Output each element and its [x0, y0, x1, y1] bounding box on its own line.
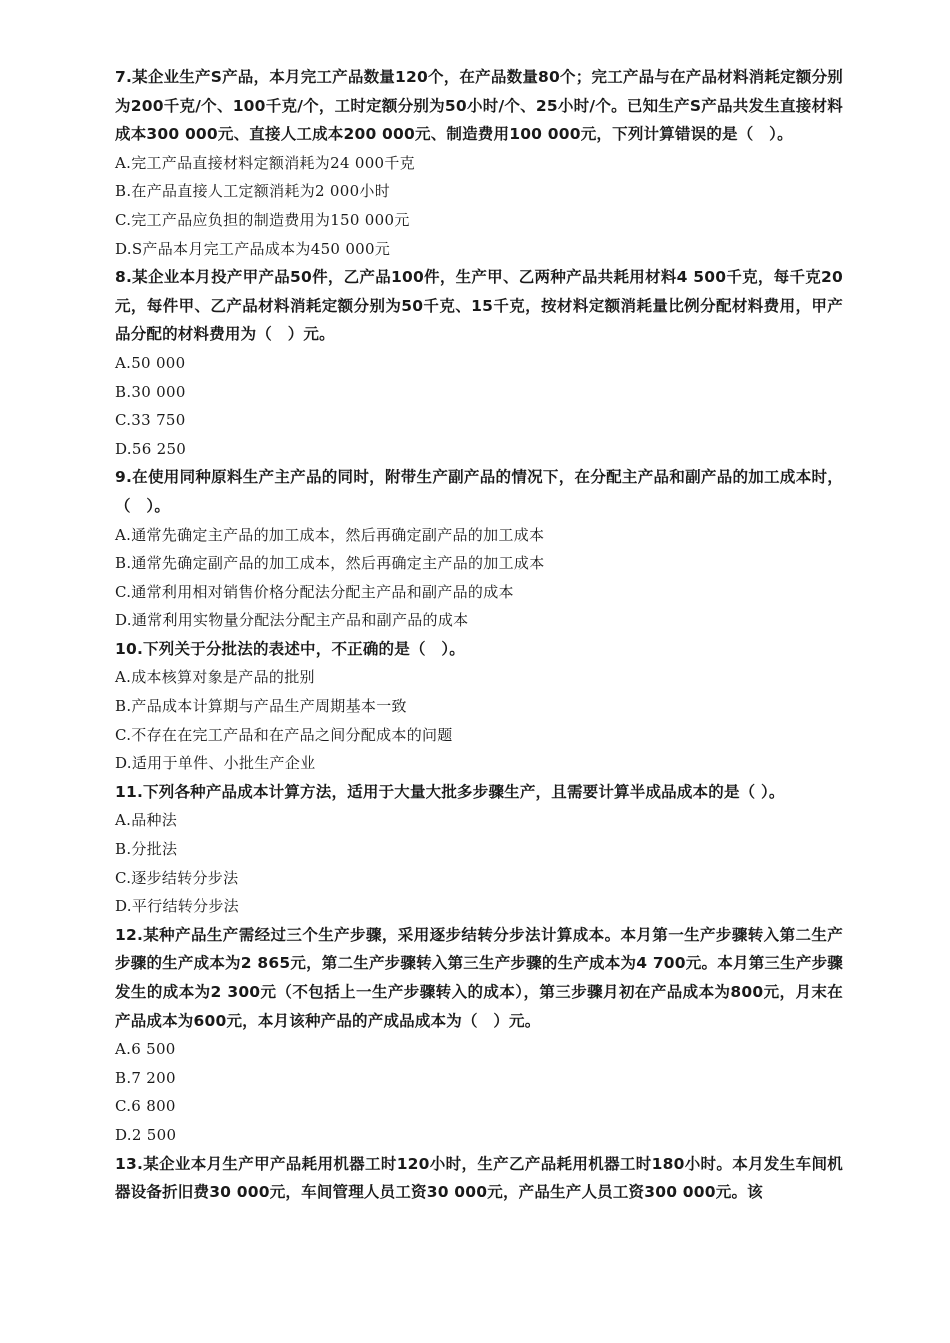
option-a: A.成本核算对象是产品的批别 [115, 668, 315, 687]
question-stem: 13.某企业本月生产甲产品耗用机器工时120小时，生产乙产品耗用机器工时180小时。本月发生车间机器设备折旧费30 000元，车间管理人员工资30 000元，产品生产人员工资300 000元。该 [115, 1154, 843, 1202]
option-d: D.平行结转分步法 [115, 897, 239, 916]
question-11 [115, 778, 843, 921]
option-d: D.56 250 [115, 439, 187, 458]
option-a: A.品种法 [115, 811, 178, 830]
question-stem: 7.某企业生产S产品，本月完工产品数量120个，在产品数量80个；完工产品与在产品材料消耗定额分别为200千克/个、100千克/个，工时定额分别为50小时/个、25小时/个。已知生产S产品共发生直接材料成本300 000元、直接人工成本200 000元、制造费用100 000元，下列计算错误的是（ ）。 [115, 68, 843, 144]
question-stem: 8.某企业本月投产甲产品50件，乙产品100件，生产甲、乙两种产品共耗用材料4 500千克，每千克20元，每件甲、乙产品材料消耗定额分别为50千克、15千克，按材料定额消耗量比例分配材料费用，甲产品分配的材料费用为（ ）元。 [115, 268, 843, 344]
option-d: D.2 500 [115, 1125, 177, 1144]
option-a: A.50 000 [115, 353, 186, 372]
question-stem: 10.下列关于分批法的表述中，不正确的是（ ）。 [115, 639, 466, 658]
option-d: D.适用于单件、小批生产企业 [115, 754, 316, 773]
option-c: C.完工产品应负担的制造费用为150 000元 [115, 210, 410, 229]
option-b: B.通常先确定副产品的加工成本，然后再确定主产品的加工成本 [115, 554, 545, 573]
option-c: C.逐步结转分步法 [115, 868, 239, 887]
option-d: D.S产品本月完工产品成本为450 000元 [115, 239, 391, 258]
question-7 [115, 63, 843, 263]
option-c: C.通常利用相对销售价格分配法分配主产品和副产品的成本 [115, 582, 514, 601]
option-b: B.在产品直接人工定额消耗为2 000小时 [115, 182, 391, 201]
option-c: C.33 750 [115, 411, 186, 430]
option-c: C.不存在在完工产品和在产品之间分配成本的问题 [115, 725, 453, 744]
option-a: A.通常先确定主产品的加工成本，然后再确定副产品的加工成本 [115, 525, 545, 544]
option-b: B.产品成本计算期与产品生产周期基本一致 [115, 697, 407, 716]
question-stem: 11.下列各种产品成本计算方法，适用于大量大批多步骤生产，且需要计算半成品成本的是（ ）。 [115, 782, 785, 801]
option-c: C.6 800 [115, 1097, 176, 1116]
option-b: B.分批法 [115, 840, 178, 859]
option-a: A.6 500 [115, 1040, 176, 1059]
question-9 [115, 463, 843, 635]
question-10 [115, 635, 843, 778]
option-b: B.7 200 [115, 1068, 176, 1087]
question-stem: 9.在使用同种原料生产主产品的同时，附带生产副产品的情况下，在分配主产品和副产品的加工成本时，（ ）。 [115, 468, 843, 515]
option-b: B.30 000 [115, 382, 186, 401]
question-list [115, 63, 843, 1207]
question-8 [115, 263, 843, 463]
option-d: D.通常利用实物量分配法分配主产品和副产品的成本 [115, 611, 469, 630]
question-13 [115, 1150, 843, 1207]
question-12 [115, 921, 843, 1150]
option-a: A.完工产品直接材料定额消耗为24 000千克 [115, 153, 415, 172]
question-stem: 12.某种产品生产需经过三个生产步骤，采用逐步结转分步法计算成本。本月第一生产步骤转入第二生产步骤的生产成本为2 865元，第二生产步骤转入第三生产步骤的生产成本为4 700元。本月第三生产步骤发生的成本为2 300元（不包括上一生产步骤转入的成本），第三步骤月初在产品成本为800元，月末在产品成本为600元，本月该种产品的产成品成本为（ ）元。 [115, 925, 843, 1030]
